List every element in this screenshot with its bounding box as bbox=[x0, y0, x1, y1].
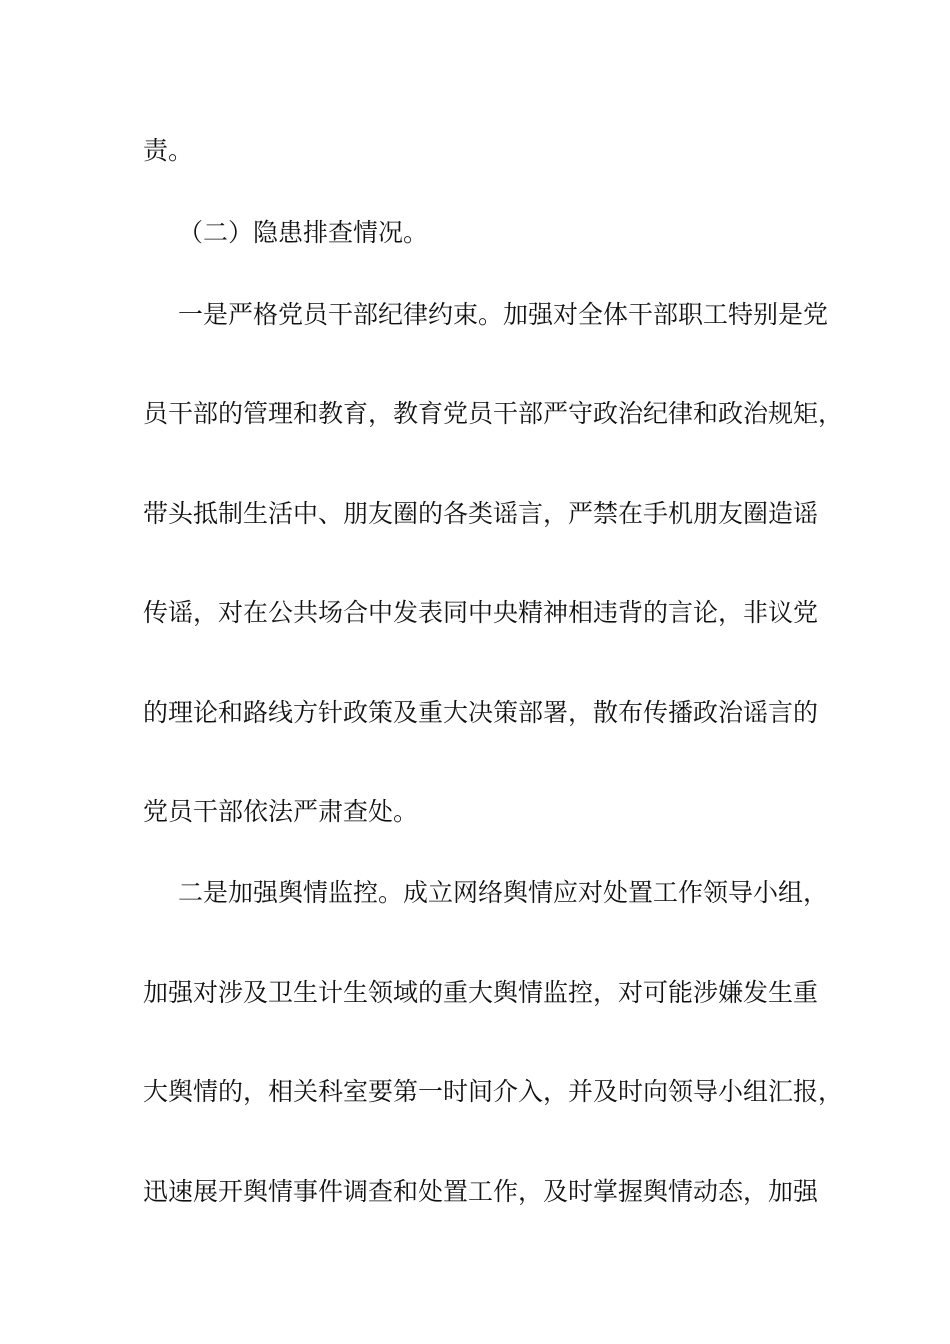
paragraph-line: 传谣，对在公共场合中发表同中央精神相违背的言论，非议党 bbox=[143, 598, 819, 627]
paragraph-line: 的理论和路线方针政策及重大决策部署，散布传播政治谣言的 bbox=[143, 698, 819, 727]
paragraph-line: 带头抵制生活中、朋友圈的各类谣言，严禁在手机朋友圈造谣 bbox=[143, 499, 819, 528]
paragraph-line: 二是加强舆情监控。成立网络舆情应对处置工作领导小组， bbox=[178, 878, 829, 907]
paragraph-line: 责。 bbox=[143, 136, 194, 165]
paragraph-line: 一是严格党员干部纪律约束。加强对全体干部职工特别是党 bbox=[178, 300, 829, 329]
paragraph-line: 加强对涉及卫生计生领域的重大舆情监控，对可能涉嫌发生重 bbox=[143, 978, 819, 1007]
paragraph-line: 迅速展开舆情事件调查和处置工作，及时掌握舆情动态，加强 bbox=[143, 1177, 819, 1206]
paragraph-line: 员干部的管理和教育，教育党员干部严守政治纪律和政治规矩， bbox=[143, 399, 844, 428]
paragraph-line: 大舆情的，相关科室要第一时间介入，并及时向领导小组汇报， bbox=[143, 1077, 844, 1106]
section-heading: （二）隐患排查情况。 bbox=[178, 218, 429, 247]
paragraph-line: 党员干部依法严肃查处。 bbox=[143, 797, 419, 826]
